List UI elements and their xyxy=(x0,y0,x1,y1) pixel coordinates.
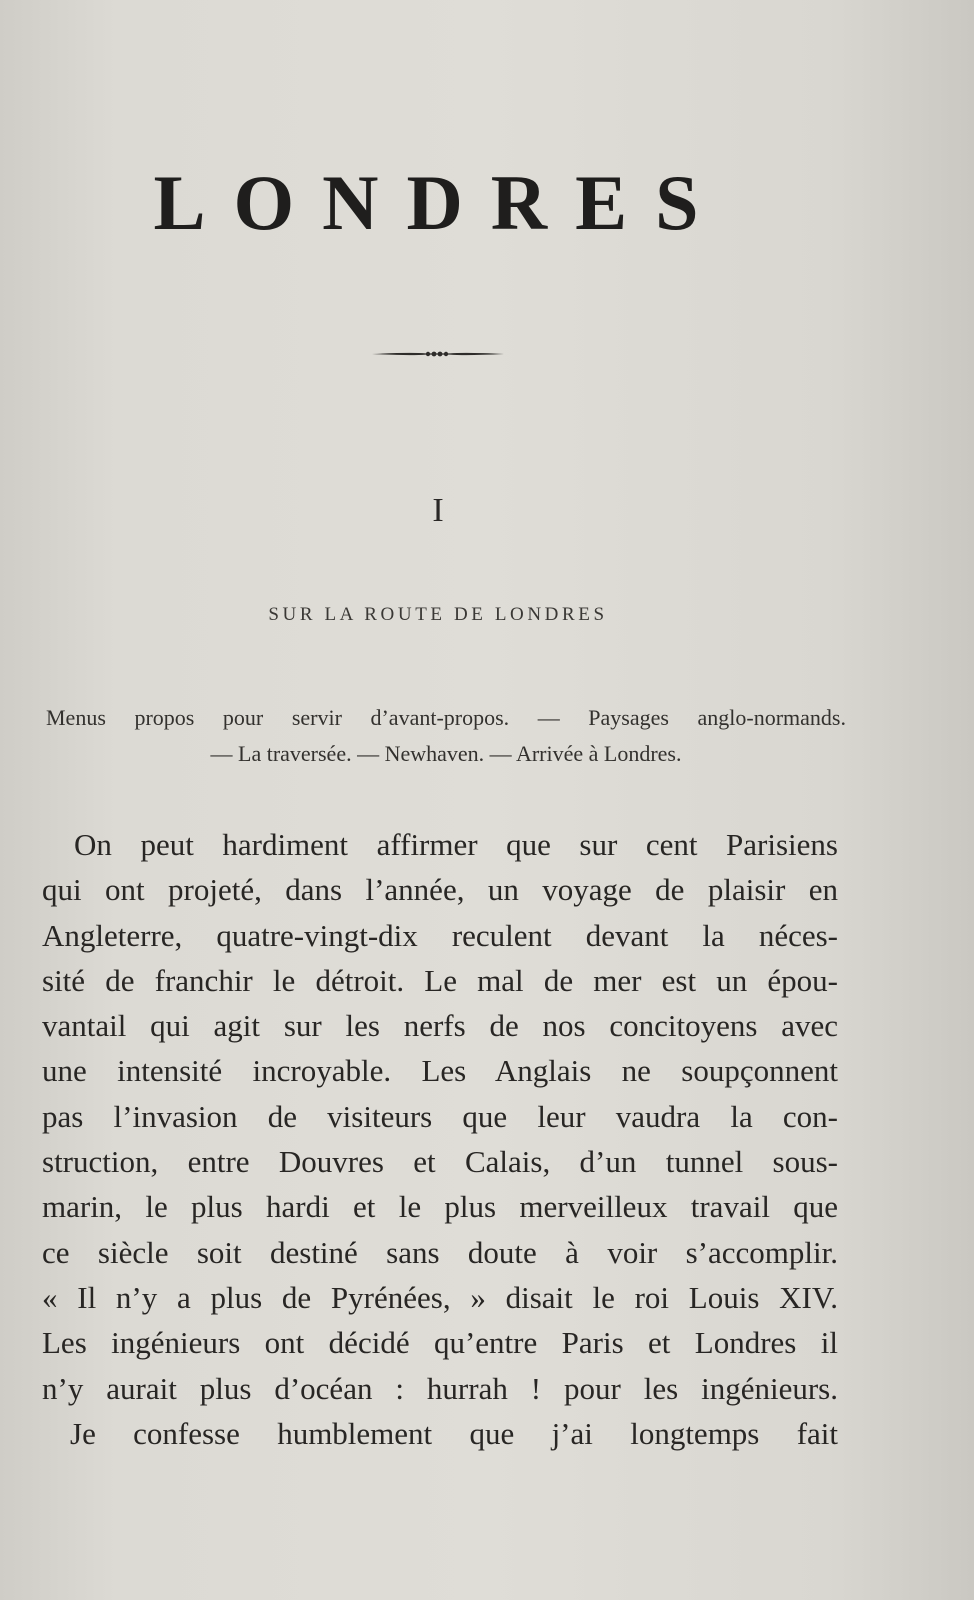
text-line: struction, entre Douvres et Calais, d’un tunnel sous- xyxy=(42,1144,838,1180)
page-title: LONDRES xyxy=(153,159,727,246)
text-line: Les ingénieurs ont décidé qu’entre Paris et Londres il xyxy=(42,1325,838,1361)
text-line: ce siècle soit destiné sans doute à voir s’accomplir. xyxy=(42,1234,838,1270)
summary-line: — La traversée. — Newhaven. — Arrivée à Londres. xyxy=(210,741,682,766)
chapter-number: I xyxy=(432,492,444,529)
summary-line: Menus propos pour servir d’avant-propos. — Paysages anglo-normands. xyxy=(46,705,846,730)
ornament-divider xyxy=(370,349,506,359)
text-line: « Il n’y a plus de Pyrénées, » disait le roi Louis XIV. xyxy=(42,1279,838,1315)
text-line: marin, le plus hardi et le plus merveilleux travail que xyxy=(42,1189,838,1225)
text-line: n’y aurait plus d’océan : hurrah ! pour les ingénieurs. xyxy=(42,1370,838,1406)
chapter-summary xyxy=(46,700,846,772)
body-text xyxy=(42,822,838,1456)
text-line: On peut hardiment affirmer que sur cent Parisiens xyxy=(74,827,838,862)
chapter-title: SUR LA ROUTE DE LONDRES xyxy=(268,604,608,625)
text-line: qui ont projeté, dans l’année, un voyage de plaisir en xyxy=(42,872,838,908)
text-line: Angleterre, quatre-vingt-dix reculent devant la néces- xyxy=(42,917,838,953)
text-line: pas l’invasion de visiteurs que leur vaudra la con- xyxy=(42,1098,838,1134)
text-line: une intensité incroyable. Les Anglais ne soupçonnent xyxy=(42,1053,838,1089)
text-line: Je confesse humblement que j’ai longtemps fait xyxy=(70,1415,838,1451)
text-line: vantail qui agit sur les nerfs de nos concitoyens avec xyxy=(42,1008,838,1044)
text-line: sité de franchir le détroit. Le mal de mer est un épou- xyxy=(42,962,838,998)
